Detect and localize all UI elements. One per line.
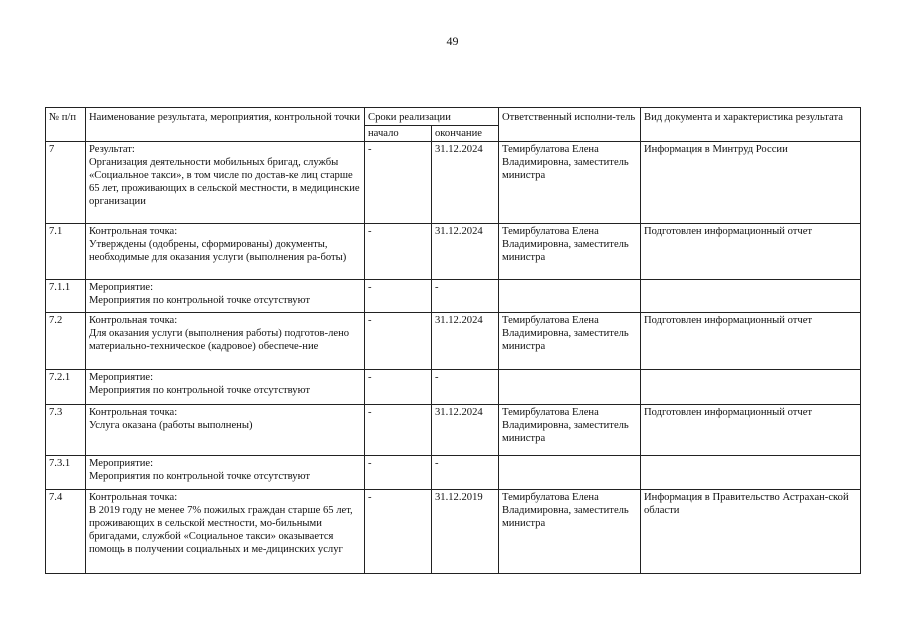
row-label: Контрольная точка:	[89, 492, 178, 503]
row-label: Контрольная точка:	[89, 315, 178, 326]
row-responsible: Темирбулатова Елена Владимировна, заместитель министра	[499, 224, 641, 280]
row-doc	[641, 280, 861, 313]
row-end: -	[432, 280, 499, 313]
table-row	[46, 490, 861, 574]
row-num: 7.3.1	[46, 456, 86, 490]
row-start: -	[365, 142, 432, 224]
row-name	[86, 142, 365, 224]
row-description: Утверждены (одобрены, сформированы) документы, необходимые для оказания услуги (выполнения ра-боты)	[89, 239, 347, 263]
row-doc: Информация в Правительство Астрахан-ской области	[641, 490, 861, 574]
row-start: -	[365, 224, 432, 280]
row-responsible: Темирбулатова Елена Владимировна, заместитель министра	[499, 405, 641, 456]
row-description: Мероприятия по контрольной точке отсутствуют	[89, 471, 310, 482]
row-description: Организация деятельности мобильных бригад, службы «Социальное такси», в том числе по достав-ке лиц старше 65 лет, проживающих в сельской местности, в медицинские организации	[89, 157, 360, 207]
table-row	[46, 456, 861, 490]
row-name	[86, 224, 365, 280]
header-dates: Сроки реализации	[365, 108, 499, 126]
row-doc: Подготовлен информационный отчет	[641, 224, 861, 280]
row-end: 31.12.2024	[432, 313, 499, 370]
row-doc: Информация в Минтруд России	[641, 142, 861, 224]
table-row	[46, 224, 861, 280]
row-name	[86, 456, 365, 490]
row-doc: Подготовлен информационный отчет	[641, 405, 861, 456]
header-end: окончание	[432, 126, 499, 142]
row-label: Результат:	[89, 144, 135, 155]
table-row	[46, 405, 861, 456]
table-header	[46, 108, 861, 142]
row-description: Мероприятия по контрольной точке отсутствуют	[89, 385, 310, 396]
row-doc: Подготовлен информационный отчет	[641, 313, 861, 370]
row-responsible	[499, 456, 641, 490]
row-name	[86, 370, 365, 405]
table-row	[46, 142, 861, 224]
header-responsible: Ответственный исполни-тель	[499, 108, 641, 142]
row-description: В 2019 году не менее 7% пожилых граждан старше 65 лет, проживающих в сельской местности, мо-бильными бригадами, службой «Социальное такси» оказывается помощь в получении социальных и ме-дицинских услуг	[89, 505, 353, 555]
row-num: 7.4	[46, 490, 86, 574]
row-end: 31.12.2024	[432, 224, 499, 280]
row-description: Услуга оказана (работы выполнены)	[89, 420, 253, 431]
header-name: Наименование результата, мероприятия, контрольной точки	[86, 108, 365, 142]
row-start: -	[365, 405, 432, 456]
row-responsible: Темирбулатова Елена Владимировна, заместитель министра	[499, 142, 641, 224]
row-doc	[641, 370, 861, 405]
header-start: начало	[365, 126, 432, 142]
row-label: Контрольная точка:	[89, 226, 178, 237]
row-start: -	[365, 313, 432, 370]
row-num: 7.2.1	[46, 370, 86, 405]
row-responsible	[499, 280, 641, 313]
row-start: -	[365, 370, 432, 405]
row-num: 7.3	[46, 405, 86, 456]
row-responsible: Темирбулатова Елена Владимировна, заместитель министра	[499, 313, 641, 370]
row-num: 7.2	[46, 313, 86, 370]
row-start: -	[365, 490, 432, 574]
row-label: Мероприятие:	[89, 458, 154, 469]
row-responsible	[499, 370, 641, 405]
row-description: Для оказания услуги (выполнения работы) подготов-лено материально-техническое (кадровое) обеспече-ние	[89, 328, 350, 352]
row-end: -	[432, 370, 499, 405]
table-row	[46, 313, 861, 370]
row-name	[86, 490, 365, 574]
row-responsible: Темирбулатова Елена Владимировна, заместитель министра	[499, 490, 641, 574]
implementation-plan-table	[45, 107, 861, 574]
row-label: Контрольная точка:	[89, 407, 178, 418]
row-start: -	[365, 456, 432, 490]
header-doc: Вид документа и характеристика результата	[641, 108, 861, 142]
row-end: 31.12.2024	[432, 142, 499, 224]
row-end: 31.12.2019	[432, 490, 499, 574]
row-description: Мероприятия по контрольной точке отсутствуют	[89, 295, 310, 306]
row-end: 31.12.2024	[432, 405, 499, 456]
row-label: Мероприятие:	[89, 372, 154, 383]
row-num: 7.1.1	[46, 280, 86, 313]
row-doc	[641, 456, 861, 490]
row-name	[86, 405, 365, 456]
table-row	[46, 370, 861, 405]
row-start: -	[365, 280, 432, 313]
row-end: -	[432, 456, 499, 490]
row-num: 7.1	[46, 224, 86, 280]
row-name	[86, 280, 365, 313]
header-num: № п/п	[46, 108, 86, 142]
table-row	[46, 280, 861, 313]
row-name	[86, 313, 365, 370]
row-num: 7	[46, 142, 86, 224]
row-label: Мероприятие:	[89, 282, 154, 293]
table-body	[46, 142, 861, 574]
page-number: 49	[446, 34, 459, 48]
